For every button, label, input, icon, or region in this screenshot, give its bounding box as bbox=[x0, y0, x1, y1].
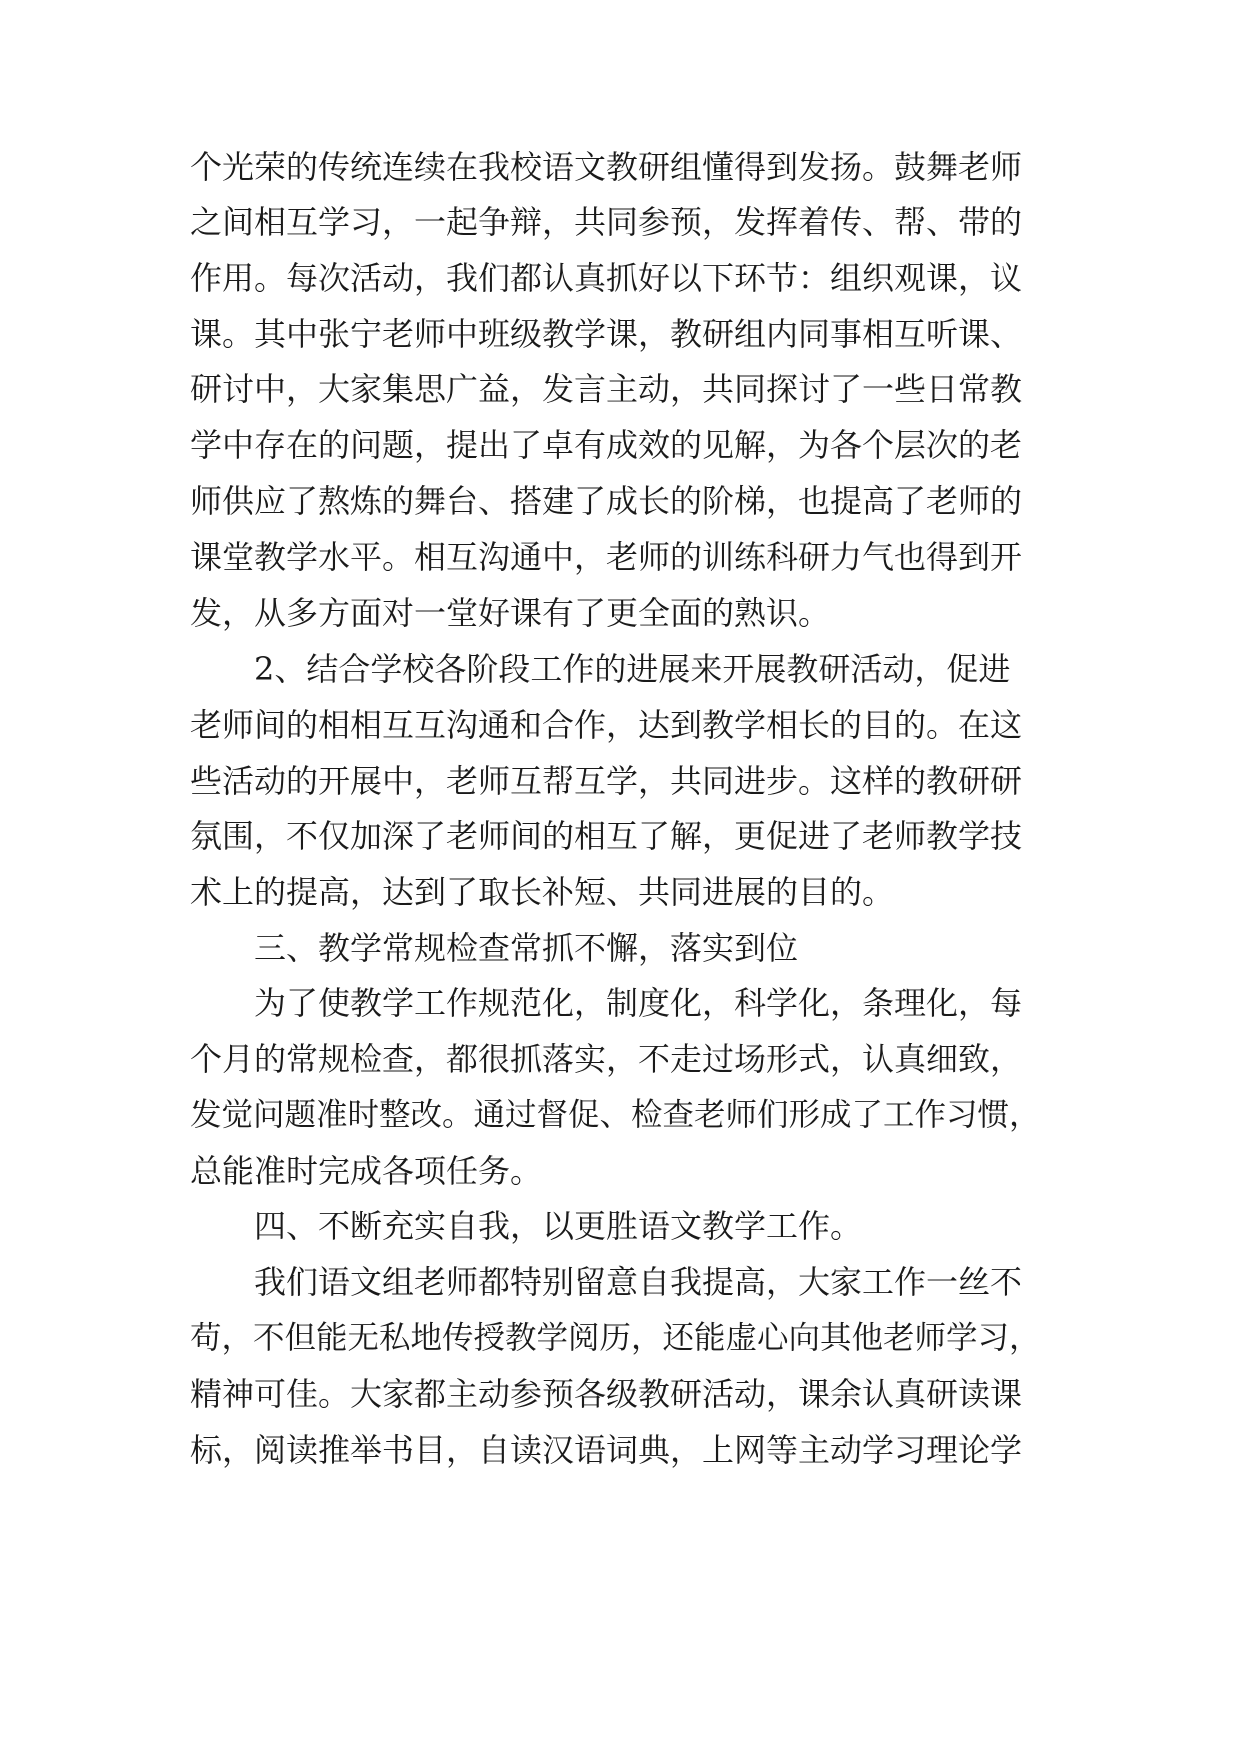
paragraph-first-line: 我们语文组老师都特别留意自我提高，大家工作一丝不 bbox=[254, 1263, 1023, 1301]
text-line: 师供应了熬炼的舞台、搭建了成长的阶梯，也提高了老师的 bbox=[190, 482, 1023, 520]
text-line: 氛围，不仅加深了老师间的相互了解，更促进了老师教学技 bbox=[190, 817, 1023, 855]
text-line: 个光荣的传统连续在我校语文教研组懂得到发扬。鼓舞老师 bbox=[190, 148, 1023, 186]
section-heading: 四、不断充实自我，以更胜语文教学工作。 bbox=[254, 1207, 863, 1245]
text-line: 研讨中，大家集思广益，发言主动，共同探讨了一些日常教 bbox=[190, 370, 1023, 408]
text-line: 作用。每次活动，我们都认真抓好以下环节：组织观课，议 bbox=[190, 259, 1023, 297]
text-line: 术上的提高，达到了取长补短、共同进展的目的。 bbox=[190, 873, 895, 911]
paragraph-first-line: 2、结合学校各阶段工作的进展来开展教研活动，促进 bbox=[254, 650, 1011, 688]
text-line: 个月的常规检查，都很抓落实，不走过场形式，认真细致， bbox=[190, 1040, 1023, 1078]
paragraph-first-line: 为了使教学工作规范化，制度化，科学化，条理化，每 bbox=[254, 984, 1023, 1022]
text-line: 苟，不但能无私地传授教学阅历，还能虚心向其他老师学习， bbox=[190, 1320, 1041, 1356]
text-line: 些活动的开展中，老师互帮互学，共同进步。这样的教研研 bbox=[190, 762, 1023, 800]
text-line: 课堂教学水平。相互沟通中，老师的训练科研力气也得到开 bbox=[190, 538, 1023, 576]
text-line: 发觉问题准时整改。通过督促、检查老师们形成了工作习惯， bbox=[190, 1097, 1041, 1133]
text-line: 学中存在的问题，提出了卓有成效的见解，为各个层次的老 bbox=[190, 426, 1023, 464]
text-line: 之间相互学习，一起争辩，共同参预，发挥着传、帮、带的 bbox=[190, 203, 1023, 241]
text-line: 老师间的相相互互沟通和合作，达到教学相长的目的。在这 bbox=[190, 706, 1023, 744]
text-line: 课。其中张宁老师中班级教学课，教研组内同事相互听课、 bbox=[190, 315, 1023, 353]
text-line: 总能准时完成各项任务。 bbox=[190, 1152, 543, 1190]
section-heading: 三、教学常规检查常抓不懈，落实到位 bbox=[254, 929, 799, 967]
text-line: 发，从多方面对一堂好课有了更全面的熟识。 bbox=[190, 594, 831, 632]
text-line: 精神可佳。大家都主动参预各级教研活动，课余认真研读课 bbox=[190, 1375, 1023, 1413]
text-line: 标，阅读推举书目，自读汉语词典，上网等主动学习理论学 bbox=[190, 1431, 1023, 1469]
